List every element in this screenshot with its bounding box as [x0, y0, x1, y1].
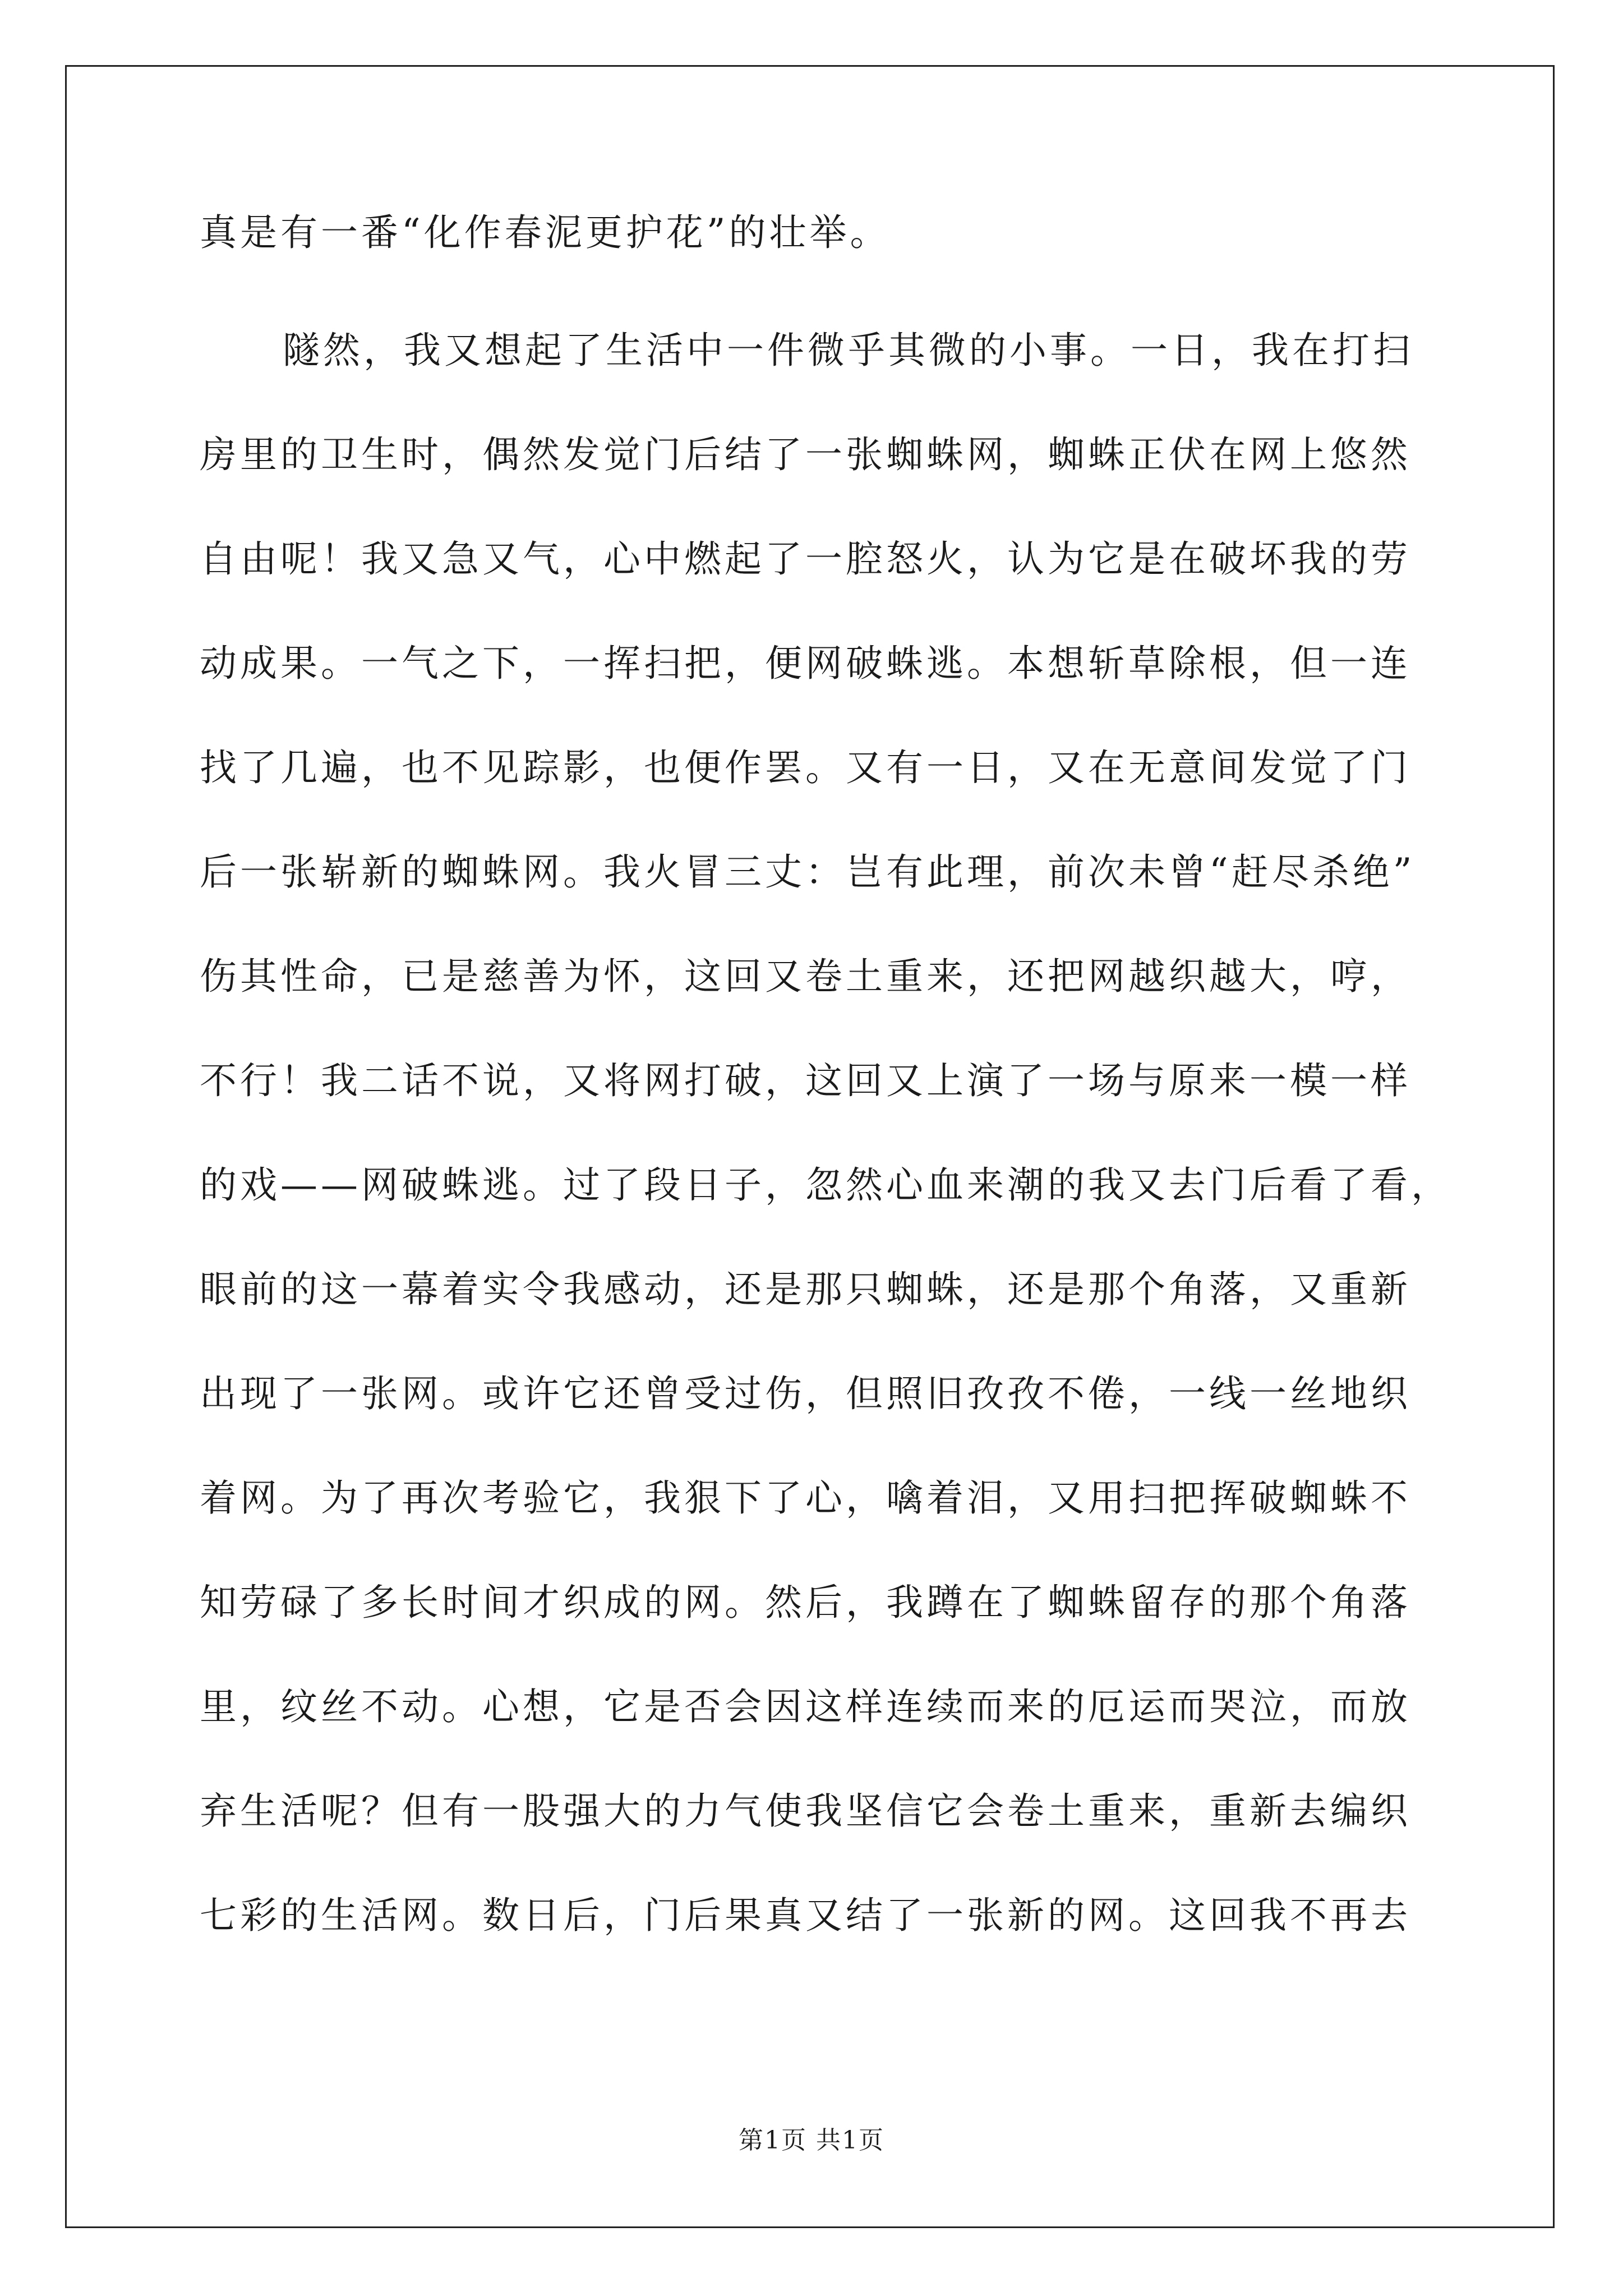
text-line: 自由呢！我又急又气，心中燃起了一腔怒火，认为它是在破坏我的劳: [200, 537, 1411, 581]
text-line: 知劳碌了多长时间才织成的网。然后，我蹲在了蜘蛛留存的那个角落: [200, 1581, 1411, 1624]
document-body: [200, 211, 1451, 2001]
text-line: 着网。为了再次考验它，我狠下了心，噙着泪，又用扫把挥破蜘蛛不: [200, 1476, 1411, 1520]
page-total: 共1页: [816, 2126, 884, 2155]
text-line: 七彩的生活网。数日后，门后果真又结了一张新的网。这回我不再去: [200, 1894, 1411, 1937]
text-line: 后一张崭新的蜘蛛网。我火冒三丈：岂有此理，前次未曾“赶尽杀绝”: [200, 850, 1415, 894]
text-line: 眼前的这一幕着实令我感动，还是那只蜘蛛，还是那个角落，又重新: [200, 1268, 1411, 1311]
page-footer: [0, 2128, 1623, 2153]
text-line: 找了几遍，也不见踪影，也便作罢。又有一日，又在无意间发觉了门: [200, 746, 1411, 789]
text-line: 真是有一番“化作春泥更护花”的壮举。: [200, 211, 891, 254]
text-line: 弃生活呢？但有一股强大的力气使我坚信它会卷土重来，重新去编织: [200, 1789, 1411, 1833]
text-line: 房里的卫生时，偶然发觉门后结了一张蜘蛛网，蜘蛛正伏在网上悠然: [200, 433, 1411, 476]
text-line: 不行！我二话不说，又将网打破，这回又上演了一场与原来一模一样: [200, 1059, 1411, 1102]
text-line: 隧然，我又想起了生活中一件微乎其微的小事。一日，我在打扫: [283, 329, 1413, 372]
text-line: 伤其性命，已是慈善为怀，这回又卷土重来，还把网越织越大，哼，: [200, 955, 1411, 998]
text-line: 出现了一张网。或许它还曾受过伤，但照旧孜孜不倦，一线一丝地织: [200, 1372, 1411, 1415]
text-line: 动成果。一气之下，一挥扫把，便网破蛛逃。本想斩草除根，但一连: [200, 642, 1411, 685]
text-line: 里，纹丝不动。心想，它是否会因这样连续而来的厄运而哭泣，而放: [200, 1685, 1411, 1728]
page-number: 第1页: [739, 2126, 807, 2155]
text-line: 的戏——网破蛛逃。过了段日子，忽然心血来潮的我又去门后看了看，: [200, 1163, 1451, 1207]
